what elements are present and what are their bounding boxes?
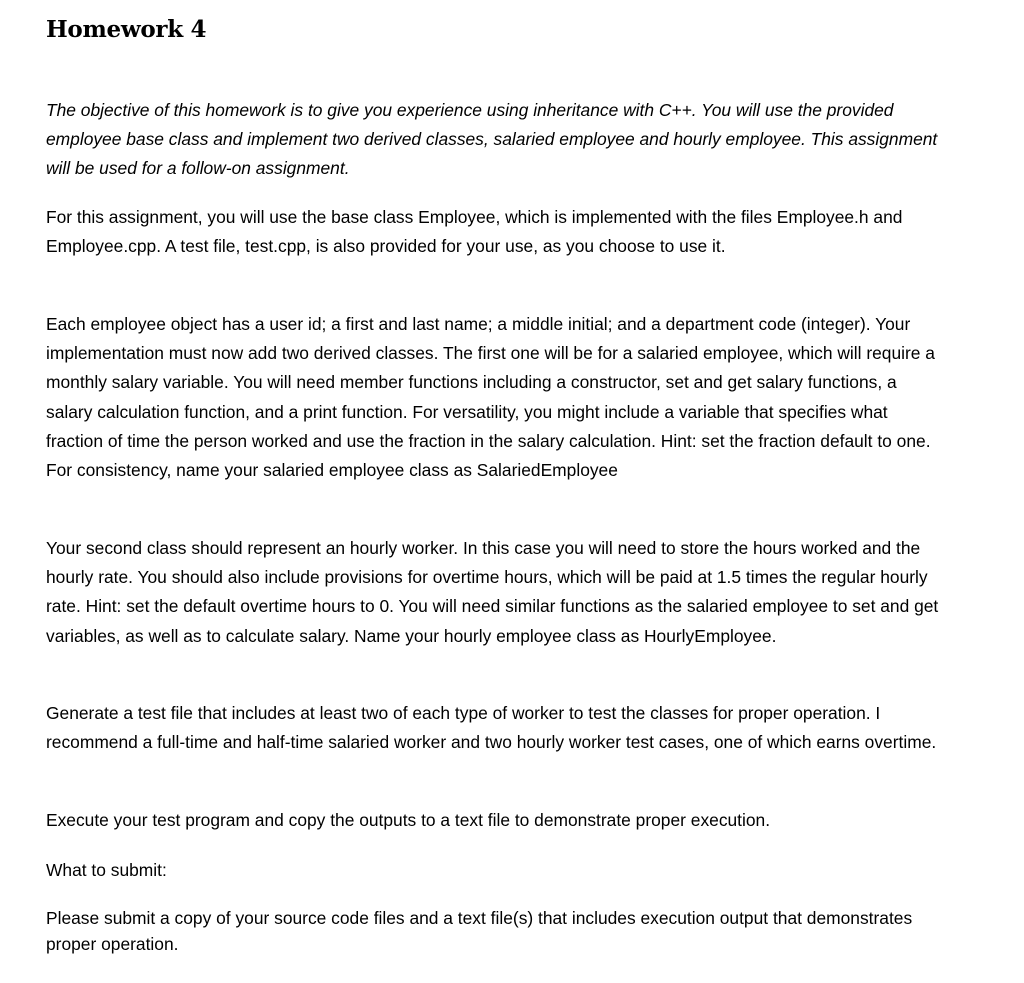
intro-paragraph: For this assignment, you will use the base class Employee, which is implemented with the files Employee.h and Employee.cpp. A test file, test.cpp, is also provided for your use, as you choose to use it.: [46, 207, 903, 257]
document-title: Homework 4: [46, 16, 207, 43]
employee-description-paragraph: Each employee object has a user id; a first and last name; a middle initial; and a department code (integer). Your implementation must now add two derived classes. The first one will be for a salaried employee, which will require a monthly salary variable. You will need member functions including a constructor, set and get salary functions, a salary calculation function, and a print function. For versatility, you might include a variable that specifies what fraction of time the person worked and use the fraction in the salary calculation. Hint: set the fraction default to one. For consistency, name your salaried employee class as SalariedEmployee: [46, 314, 935, 481]
test-file-paragraph: Generate a test file that includes at least two of each type of worker to test the classes for proper operation. I recommend a full-time and half-time salaried worker and two hourly worker test cases, one of which earns overtime.: [46, 703, 937, 753]
objective-paragraph: The objective of this homework is to give you experience using inheritance with C++. You will use the provided employee base class and implement two derived classes, salaried employee and hourly employee. This assignment will be used for a follow-on assignment.: [46, 100, 938, 179]
hourly-worker-paragraph: Your second class should represent an hourly worker. In this case you will need to store the hours worked and the hourly rate. You should also include provisions for overtime hours, which will be paid at 1.5 times the regular hourly rate. Hint: set the default overtime hours to 0. You will need similar functions as the salaried employee to set and get variables, as well as to calculate salary. Name your hourly employee class as HourlyEmployee.: [46, 538, 939, 646]
execute-paragraph: Execute your test program and copy the outputs to a text file to demonstrate proper execution.: [46, 810, 771, 830]
submit-paragraph: Please submit a copy of your source code files and a text file(s) that includes execution output that demonstrates proper operation.: [46, 908, 913, 954]
what-to-submit-heading: What to submit:: [46, 860, 167, 880]
